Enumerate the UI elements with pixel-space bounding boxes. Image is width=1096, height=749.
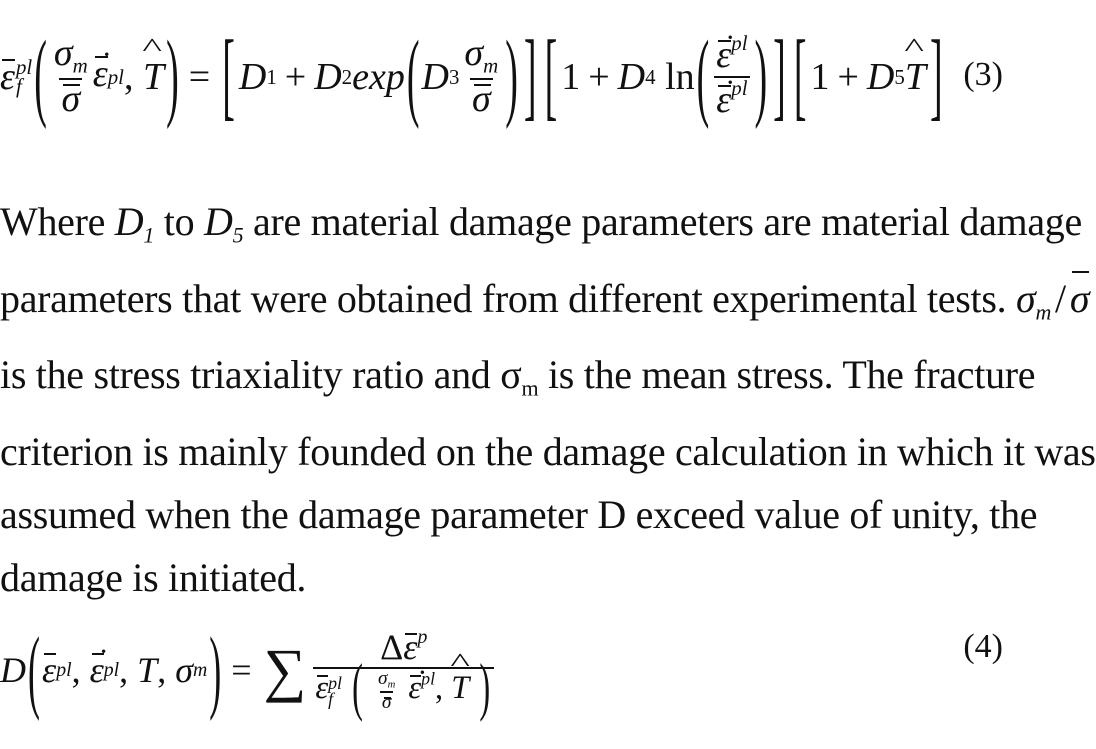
eq3-exp-triaxiality-fraction: $\frac{\sigma_m}{\sigma}$: [464, 32, 499, 120]
paragraph-line-6: damage is initiated.: [0, 555, 307, 601]
paragraph-line-4: criterion is mainly founded on the damage calculation in which it was: [0, 429, 1096, 475]
summation-symbol: ∑: [263, 636, 307, 703]
equation-4: D ( ε pl , ε · pl , T , σ m ) = ∑ $\Delta\varepsilon^p$ ε pl f ( $\frac{\sigma_m}{\sigma}$ ε ·$^{pl}$, ^ T ): [0, 600, 497, 740]
equation-4-number: (4): [963, 628, 1003, 665]
equation-3: ε pl f ( $\frac{\sigma_m}{\sigma}$ ε · pl , ^ T ) = [ D 1 + D 2 exp ( D 3 $\frac{\sigma_m}{\sigma}$ ) ] [ 1 + D 4 ln ( $\frac{\varepsilon \cdot^{pl}}{\varepsilon \cdot^{pl}}$ ) ] [ 1 + D 5 ^ T ]: [0, 22, 947, 132]
eq3-epsilon-f: ε: [0, 56, 15, 98]
paragraph-line-1: Where $D_1$ to $D_5$ are material damage parameters are material damage: [0, 199, 1082, 248]
body-paragraph: [0, 190, 1096, 609]
paragraph-line-5: assumed when the damage parameter D exceed value of unity, the: [0, 492, 1038, 538]
paragraph-line-3: is the stress triaxiality ratio and $\sigma_m$ is the mean stress. The fracture: [0, 352, 1036, 402]
eq4-damage-fraction: $\Delta\varepsilon^p$ ε pl f ( $\frac{\sigma_m}{\sigma}$ ε ·$^{pl}$, ^ T ): [313, 627, 494, 713]
equation-3-number: (3): [963, 56, 1003, 93]
paragraph-line-2: parameters that were obtained from different experimental tests. $\sigma_m$ / σ: [0, 267, 1040, 344]
eq3-lhs-triaxiality-fraction: $\frac{\sigma_m}{\sigma}$: [53, 32, 88, 120]
eq3-strain-rate-fraction: $\frac{\varepsilon \cdot^{pl}}{\varepsilon \cdot^{pl}}$: [714, 33, 749, 120]
